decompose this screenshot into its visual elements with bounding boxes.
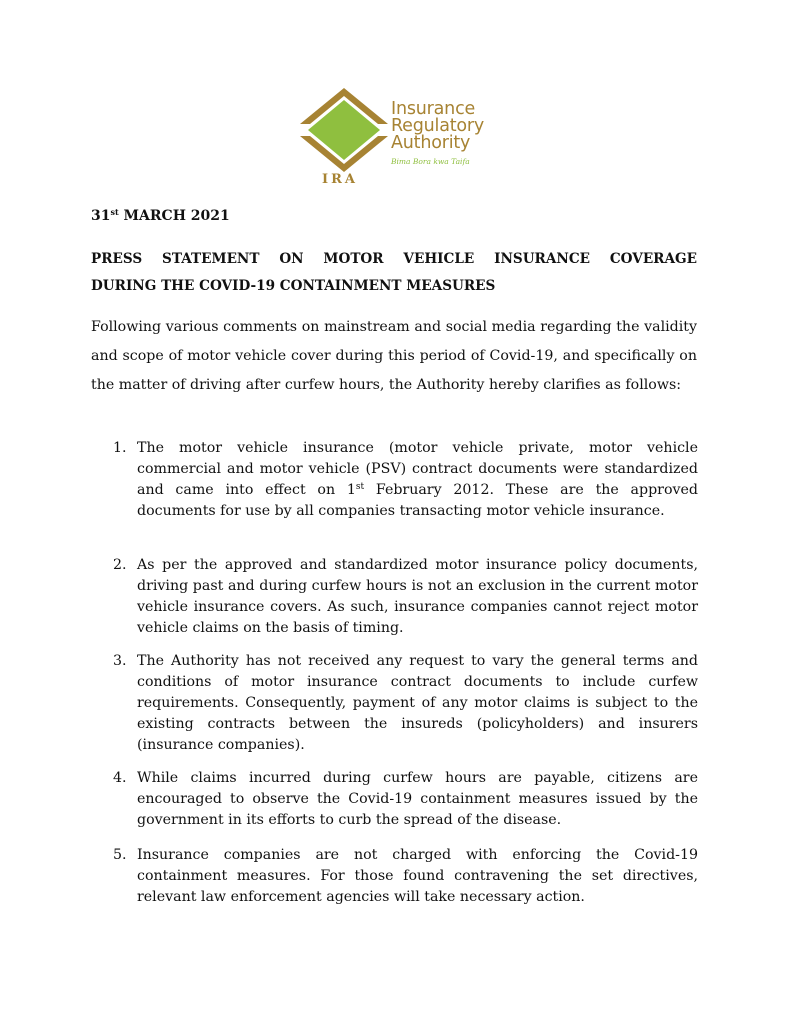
logo-wordmark	[391, 101, 484, 152]
intro-paragraph: Following various comments on mainstream and social media regarding the validity and scope of motor vehicle cover during this period of Covid-19, and specifically on the matter of driving after curfew hours, the Authority hereby clarifies as follows:	[91, 319, 697, 393]
title-line-2: DURING THE COVID-19 CONTAINMENT MEASURES	[91, 278, 496, 294]
ira-emblem-icon	[298, 86, 390, 172]
list-item-number: 5.	[113, 847, 127, 863]
list-item	[113, 651, 698, 756]
list-item	[113, 845, 698, 908]
list-item-superscript: st	[355, 482, 365, 492]
ira-logo	[298, 86, 498, 190]
logo-line-authority: Authority	[391, 133, 471, 153]
list-item-text: While claims incurred during curfew hours are payable, citizens are encouraged to observe the Covid-19 containment measures issued by the government in its efforts to curb the spread of the disease.	[137, 770, 698, 828]
date-month-year: MARCH 2021	[118, 208, 230, 224]
list-item-text-continued: February 2012. These are the approved documents for use by all companies transacting motor vehicle insurance.	[137, 482, 698, 519]
list-item	[113, 768, 698, 831]
list-item-number: 4.	[113, 770, 127, 786]
list-item-text: Insurance companies are not charged with enforcing the Covid-19 containment measures. For those found contravening the set directives, relevant law enforcement agencies will take necessary action.	[137, 847, 698, 905]
list-item-text: As per the approved and standardized motor insurance policy documents, driving past and during curfew hours is not an exclusion in the current motor vehicle insurance covers. As such, insurance companies cannot reject motor vehicle claims on the basis of timing.	[137, 557, 698, 636]
logo-tagline: Bima Bora kwa Taifa	[391, 157, 470, 166]
list-item-number: 1.	[113, 440, 127, 456]
statement-date	[91, 207, 230, 224]
statement-title	[91, 246, 697, 300]
list-item-text: The Authority has not received any request to vary the general terms and conditions of motor insurance contract documents to include curfew requirements. Consequently, payment of any motor claims is subject to the existing contracts between the insureds (policyholders) and insurers (insurance companies).	[137, 653, 698, 753]
date-day: 31	[91, 208, 111, 224]
list-item	[113, 438, 698, 522]
list-item-number: 2.	[113, 557, 127, 573]
title-line-1: PRESS STATEMENT ON MOTOR VEHICLE INSURANCE COVERAGE	[91, 251, 697, 267]
list-item-text: The motor vehicle insurance (motor vehicle private, motor vehicle commercial and motor vehicle (PSV) contract documents were standardized and came into effect on 1	[137, 440, 698, 498]
logo-line-insurance: Insurance	[391, 99, 476, 119]
logo-abbreviation: IRA	[322, 172, 358, 187]
list-item-number: 3.	[113, 653, 127, 669]
list-item	[113, 555, 698, 639]
logo-line-regulatory: Regulatory	[391, 116, 485, 136]
date-suffix: st	[110, 207, 119, 217]
